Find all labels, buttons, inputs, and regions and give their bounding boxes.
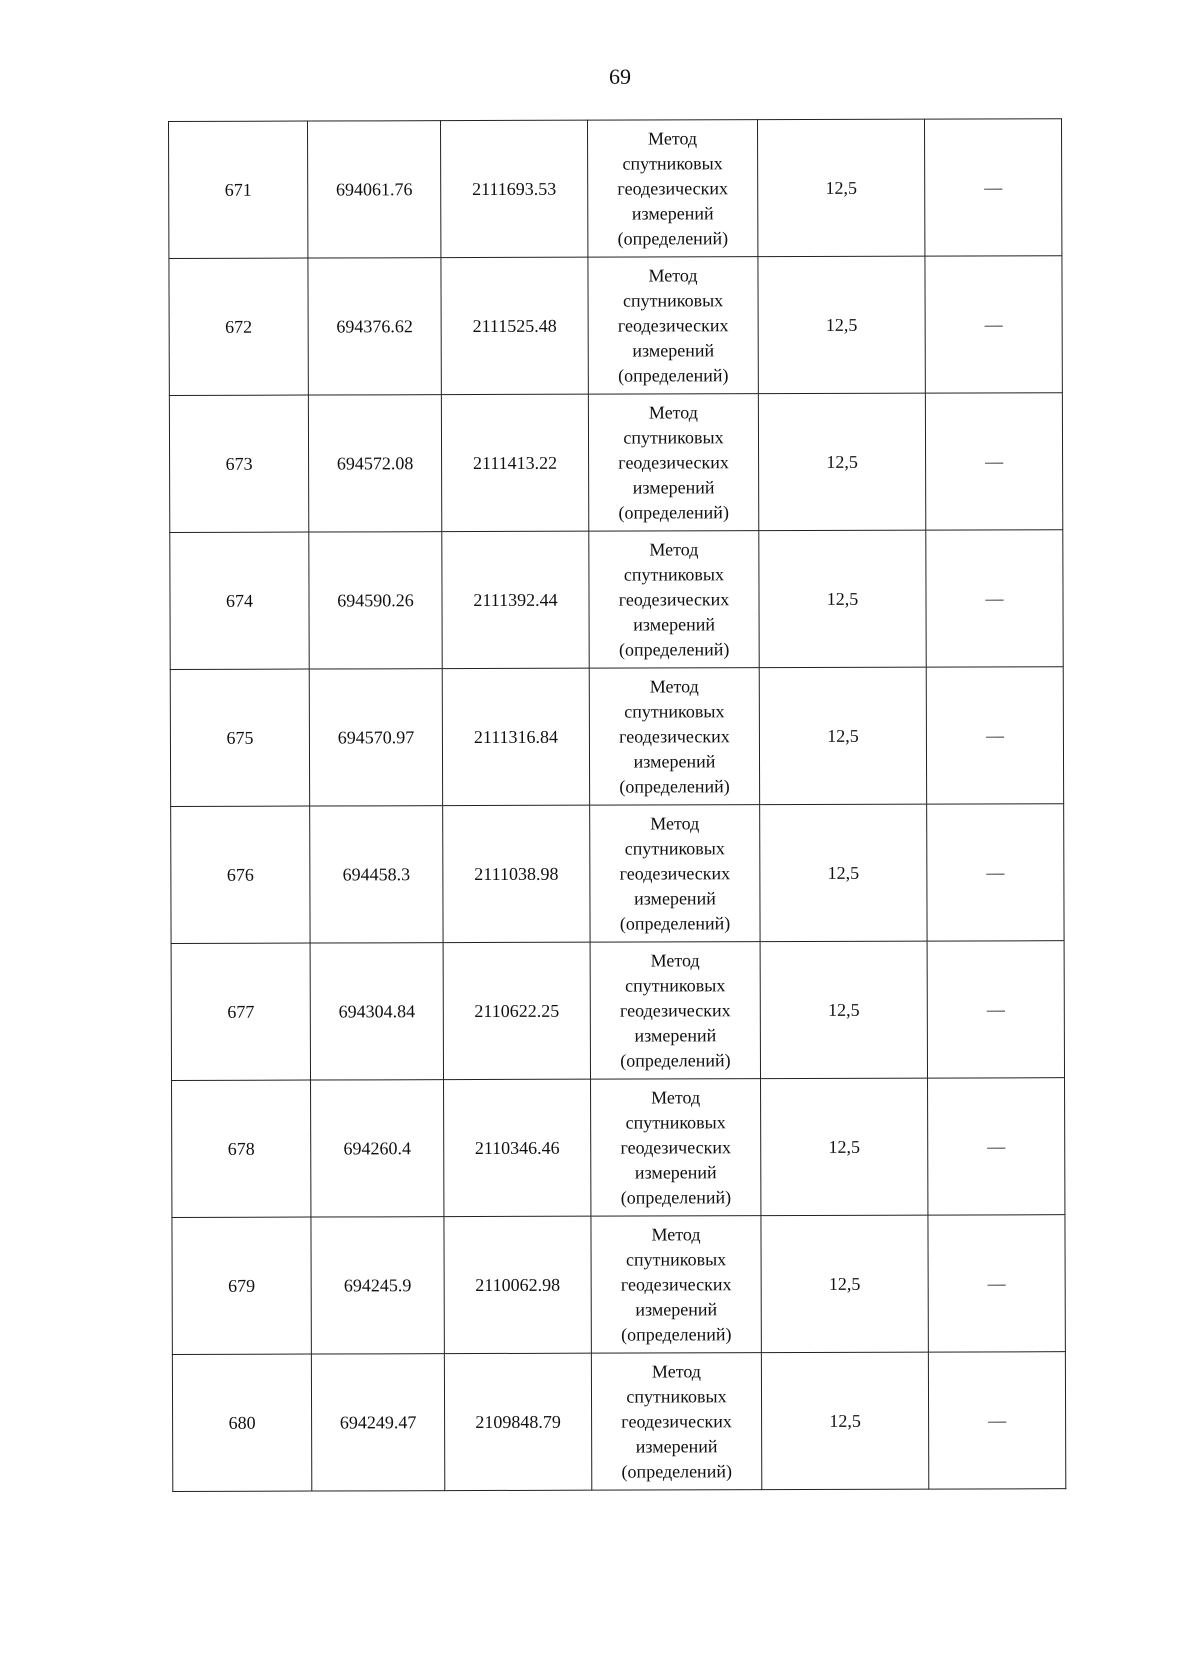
method-line: (определений) [617,227,729,249]
note-cell: — [928,1215,1065,1352]
method-line: измерений [631,202,714,224]
method-line: (определений) [619,775,730,797]
method-line: Метод [649,675,699,696]
method-line: геодезических [619,725,730,747]
point-number-cell: 678 [172,1080,311,1217]
y-coordinate-cell: 2111525.48 [441,257,588,394]
table-row [169,393,1062,533]
method-line: Метод [650,949,700,970]
method-line: Метод [651,1360,701,1381]
table-row [169,256,1062,396]
method-line: измерений [632,476,715,498]
point-number-cell: 671 [169,121,308,258]
method-cell [590,942,760,1080]
note-cell: — [928,1352,1065,1489]
x-coordinate-cell: 694245.9 [311,1217,444,1354]
method-line: (определений) [618,364,729,386]
x-coordinate-cell: 694572.08 [308,395,441,532]
method-line: спутниковых [622,152,723,174]
y-coordinate-cell: 2111316.84 [442,668,589,805]
note-cell: — [927,941,1064,1078]
method-line: Метод [648,127,698,148]
method-cell [591,1079,761,1217]
method-cell [591,1216,761,1354]
accuracy-cell: 12,5 [761,1352,928,1490]
method-cell [587,120,757,258]
method-line: геодезических [617,177,729,199]
table-row [170,530,1063,670]
y-coordinate-cell: 2111392.44 [442,531,589,668]
method-cell [588,394,758,532]
table-row [171,941,1064,1081]
method-line: измерений [635,1298,718,1320]
method-line: Метод [648,264,698,285]
method-line: (определений) [621,1460,732,1482]
point-number-cell: 674 [170,532,309,669]
x-coordinate-cell: 694590.26 [309,532,442,669]
method-line: геодезических [619,999,731,1021]
point-number-cell: 672 [169,258,308,395]
method-line: измерений [634,1161,717,1183]
method-line: измерений [634,1024,717,1046]
method-line: измерений [633,613,715,635]
table-row [172,1078,1065,1218]
method-line: (определений) [620,1049,731,1071]
y-coordinate-cell: 2110346.46 [444,1079,591,1216]
point-number-cell: 675 [170,669,309,806]
method-line: измерений [635,1435,718,1457]
x-coordinate-cell: 694260.4 [311,1080,444,1217]
accuracy-cell: 12,5 [757,119,924,257]
accuracy-cell: 12,5 [760,941,927,1079]
method-line: Метод [648,401,698,422]
point-number-cell: 673 [169,395,308,532]
point-number-cell: 676 [171,806,310,943]
method-line: Метод [650,812,700,833]
table-row [171,804,1064,944]
method-line: измерений [632,339,715,361]
x-coordinate-cell: 694304.84 [310,943,443,1080]
accuracy-cell: 12,5 [761,1215,928,1353]
method-line: спутниковых [622,289,724,311]
note-cell: — [925,256,1062,393]
note-cell: — [927,804,1064,941]
page-number: 69 [609,64,631,89]
method-line: (определений) [618,638,730,660]
x-coordinate-cell: 694376.62 [308,258,441,395]
method-line: геодезических [618,451,729,473]
point-number-cell: 677 [171,943,310,1080]
method-line: спутниковых [624,837,725,859]
method-line: спутниковых [625,1248,727,1270]
method-line: спутниковых [625,974,726,996]
y-coordinate-cell: 2111038.98 [443,805,590,942]
accuracy-cell: 12,5 [758,393,925,531]
coordinates-table [168,118,1066,1492]
y-coordinate-cell: 2109848.79 [444,1353,591,1490]
method-line: геодезических [619,862,731,884]
method-line: спутниковых [623,426,724,448]
method-cell [589,531,759,669]
accuracy-cell: 12,5 [759,667,926,805]
method-line: геодезических [620,1273,732,1295]
note-cell: — [926,667,1063,804]
method-cell [591,1353,761,1491]
method-line: спутниковых [626,1385,727,1407]
x-coordinate-cell: 694458.3 [310,806,443,943]
table-row [172,1215,1065,1355]
coordinates-table-body [169,119,1066,1492]
table-row [170,667,1063,807]
method-line: спутниковых [625,1111,726,1133]
method-line: (определений) [620,1186,732,1208]
table-row [172,1352,1065,1492]
note-cell: — [926,530,1063,667]
accuracy-cell: 12,5 [759,530,926,668]
y-coordinate-cell: 2111413.22 [441,394,588,531]
method-line: геодезических [618,588,730,610]
note-cell: — [924,119,1061,256]
accuracy-cell: 12,5 [760,804,927,942]
y-coordinate-cell: 2110622.25 [443,942,590,1079]
method-line: Метод [651,1086,701,1107]
y-coordinate-cell: 2110062.98 [444,1216,591,1353]
note-cell: — [928,1078,1065,1215]
accuracy-cell: 12,5 [761,1078,928,1216]
x-coordinate-cell: 694249.47 [311,1354,444,1491]
point-number-cell: 680 [172,1354,311,1491]
x-coordinate-cell: 694570.97 [309,669,442,806]
method-cell [590,805,760,943]
method-line: геодезических [620,1136,732,1158]
table-row [169,119,1062,259]
method-line: измерений [633,750,716,772]
method-line: спутниковых [623,563,725,585]
method-line: Метод [651,1223,701,1244]
method-line: измерений [634,887,716,909]
method-line: спутниковых [624,700,725,722]
method-line: геодезических [617,314,729,336]
method-cell [588,257,758,395]
accuracy-cell: 12,5 [758,256,925,394]
x-coordinate-cell: 694061.76 [308,121,441,258]
point-number-cell: 679 [172,1217,311,1354]
method-cell [589,668,759,806]
method-line: (определений) [619,912,731,934]
note-cell: — [925,393,1062,530]
method-line: геодезических [621,1410,732,1432]
method-line: (определений) [621,1323,732,1345]
method-line: (определений) [618,501,729,523]
y-coordinate-cell: 2111693.53 [441,120,588,257]
method-line: Метод [649,538,699,559]
